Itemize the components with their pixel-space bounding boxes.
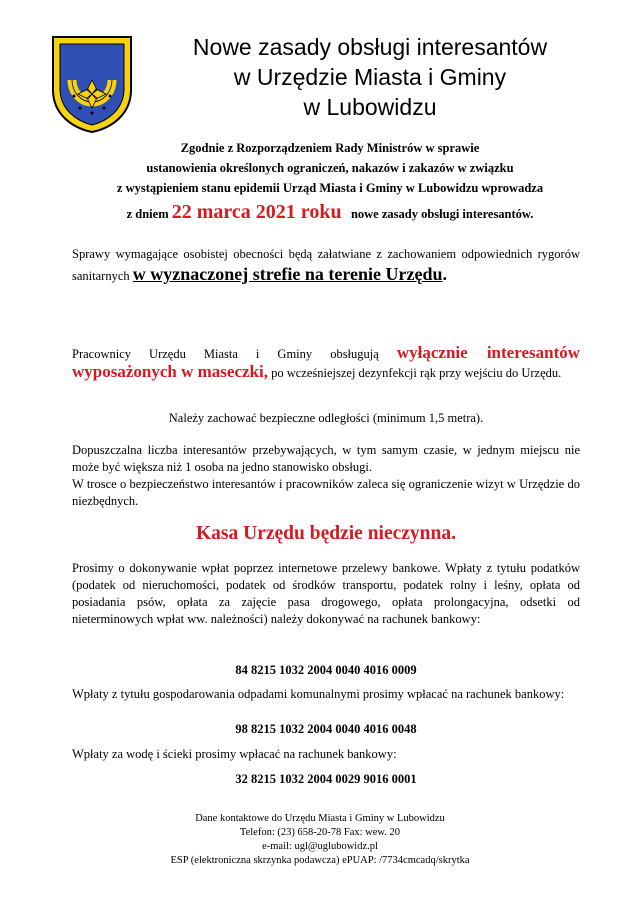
paragraph-end: .	[442, 264, 447, 284]
intro-line: Zgodnie z Rozporządzeniem Rady Ministrów w sprawie	[180, 141, 480, 155]
title-line: Nowe zasady obsługi interesantów	[192, 34, 548, 60]
intro-suffix: nowe zasady obsługi interesantów.	[350, 207, 534, 221]
bank-account-taxes: 84 8215 1032 2004 0040 4016 0009	[235, 663, 417, 677]
intro-line: z wystąpieniem stanu epidemii Urząd Miasta i Gminy w Lubowidzu wprowadza	[116, 181, 544, 195]
footer-epuap: ESP (elektroniczna skrzynka podawcza) ePUAP: /7734cmcadq/skrytka	[170, 855, 470, 866]
effective-date: 22 marca 2021 roku	[171, 201, 342, 223]
bank-account-waste: 98 8215 1032 2004 0040 4016 0048	[235, 722, 417, 736]
bank-account-water: 32 8215 1032 2004 0029 9016 0001	[235, 772, 417, 786]
paragraph-text: W trosce o bezpieczeństwo interesantów i pracowników zaleca się ograniczenie wizyt w Urzędzie do niezbędnych.	[72, 477, 580, 508]
paragraph-text: Pracownicy Urzędu Miasta i Gminy obsługują	[72, 347, 379, 361]
footer-email: e-mail: ugl@uglubowidz.pl	[262, 841, 378, 852]
page-title	[150, 32, 590, 122]
intro-line: ustanowienia określonych ograniczeń, nakazów i zakazów w związku	[146, 161, 514, 175]
waste-payments-paragraph: Wpłaty z tytułu gospodarowania odpadami komunalnymi prosimy wpłacać na rachunek bankowy:	[72, 687, 565, 701]
paragraph-text: Sprawy wymagające osobistej obecności będą załatwiane z zachowaniem odpowiednich rygorów sanitarnych	[72, 247, 580, 283]
intro-paragraph	[60, 138, 600, 224]
distance-note: Należy zachować bezpieczne odległości (minimum 1,5 metra).	[168, 411, 484, 425]
paragraph-text: Dopuszczalna liczba interesantów przebywających, w tym samym czasie, w jednym miejscu nie może być większa niż 1 osoba na jedno stanowisko obsługi.	[72, 443, 580, 474]
footer-line: Dane kontaktowe do Urzędu Miasta i Gminy w Lubowidzu	[195, 813, 445, 824]
emphasis-text: wyłącznie interesantów wyposażonych w maseczki,	[72, 343, 581, 381]
paragraph-text: po wcześniejszej dezynfekcji rąk przy wejściu do Urzędu.	[271, 366, 562, 380]
water-payments-paragraph: Wpłaty za wodę i ścieki prosimy wpłacać na rachunek bankowy:	[72, 747, 397, 761]
intro-date-line	[60, 202, 600, 224]
crest-icon	[50, 34, 134, 134]
maseczki-paragraph	[72, 344, 580, 382]
contact-footer	[60, 812, 580, 868]
emphasis-text: w wyznaczonej strefie na terenie Urzędu	[132, 264, 443, 284]
title-line: w Lubowidzu	[303, 94, 437, 120]
cash-desk-closed-heading: Kasa Urzędu będzie nieczynna.	[196, 523, 456, 544]
strefa-paragraph	[72, 244, 580, 286]
limit-paragraph	[72, 442, 580, 510]
payments-paragraph: Prosimy o dokonywanie wpłat poprzez internetowe przelewy bankowe. Wpłaty z tytułu podatków (podatek od nieruchomości, podatek od środków transportu, podatek rolny i leśny, opłata od posiadania psów, opłata za zajęcie pasa drogowego, opłata prolongacyjna, odsetki od nieterminowych wpłat ww. należności) należy dokonywać na rachunek bankowy:	[72, 561, 580, 626]
footer-phone: Telefon: (23) 658-20-78 Fax: wew. 20	[239, 827, 401, 838]
intro-prefix: z dniem	[126, 207, 169, 221]
title-line: w Urzędzie Miasta i Gminy	[233, 64, 507, 90]
